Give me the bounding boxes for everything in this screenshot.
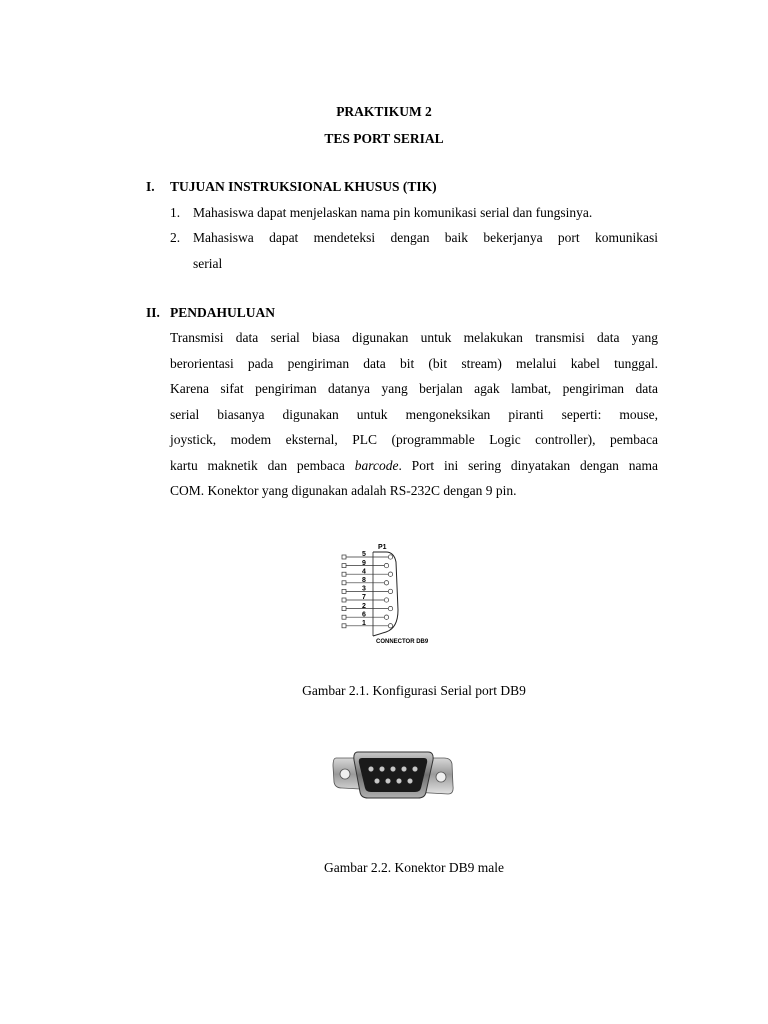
figure-caption: Gambar 2.2. Konektor DB9 male: [324, 860, 504, 875]
pin-contact: [388, 555, 392, 559]
list-item-text: Mahasiswa dapat mendeteksi dengan baik bekerjanya port komunikasi: [193, 230, 658, 245]
section-title: PENDAHULUAN: [170, 305, 276, 320]
pin-contact: [388, 589, 392, 593]
paragraph-line: berorientasi pada pengiriman data bit (bit stream) melalui kabel tunggal.: [170, 355, 658, 371]
pin-number-label: 4: [362, 568, 366, 576]
pin-pad: [342, 607, 346, 611]
paragraph-line: Karena sifat pengiriman datanya yang berjalan agak lambat, pengiriman data: [170, 381, 658, 396]
paragraph-text: . Port ini sering dinyatakan dengan nama: [398, 457, 658, 473]
section-number: II.: [146, 305, 160, 320]
list-item-number: 2.: [170, 230, 181, 245]
pin-contact: [388, 572, 392, 576]
italic-term: barcode: [354, 457, 399, 473]
pin-number-label: 8: [362, 577, 366, 584]
pin-contact: [384, 598, 388, 602]
pin-contact: [388, 606, 392, 610]
pin-number-label: 7: [362, 594, 366, 602]
section-heading-introduction: [146, 305, 275, 321]
pin-pad: [342, 598, 346, 602]
pin-contact: [384, 615, 388, 619]
list-item-continuation: serial: [193, 256, 223, 271]
paragraph-line: [170, 458, 658, 474]
section-title: TUJUAN INSTRUKSIONAL KHUSUS (TIK): [170, 179, 437, 194]
section-heading-objectives: [146, 179, 437, 195]
paragraph-line: joystick, modem eksternal, PLC (programmable Logic controller), pembaca: [170, 432, 658, 447]
pin-number-label: 5: [362, 551, 366, 559]
diagram-label-connector: CONNECTOR DB9: [376, 639, 429, 645]
pin-pad: [342, 572, 346, 576]
list-item-number: 1.: [170, 205, 181, 220]
pin-pad: [342, 589, 346, 593]
section-number: I.: [146, 179, 155, 194]
pin-number-label: 6: [362, 611, 366, 619]
pin-number-label: 3: [362, 585, 366, 593]
paragraph-text: kartu maknetik dan pembaca: [170, 457, 355, 473]
pin-pad: [342, 564, 346, 568]
pin-pad: [342, 581, 346, 585]
list-item-text: Mahasiswa dapat menjelaskan nama pin komunikasi serial dan fungsinya.: [193, 205, 593, 220]
pin-pad: [342, 624, 346, 628]
pin-contact: [388, 624, 392, 628]
paragraph-line: serial biasanya digunakan untuk mengoneksikan piranti seperti: mouse,: [170, 406, 658, 422]
pin-contact: [384, 581, 388, 585]
db9-pin-diagram: [336, 540, 454, 650]
pin-pad: [342, 555, 346, 559]
paragraph-line: Transmisi data serial biasa digunakan untuk melakukan transmisi data yang: [170, 330, 658, 345]
pin-number-label: 1: [362, 620, 366, 627]
figure-caption: Gambar 2.1. Konfigurasi Serial port DB9: [302, 683, 526, 698]
document-title: PRAKTIKUM 2: [336, 104, 432, 119]
pin-pad: [342, 615, 346, 619]
pin-number-label: 9: [362, 559, 366, 567]
paragraph-line: COM. Konektor yang digunakan adalah RS-232C dengan 9 pin.: [170, 483, 517, 498]
db9-male-connector-image: [330, 736, 456, 810]
diagram-label-p1: P1: [378, 544, 387, 551]
pin-number-label: 2: [362, 602, 366, 610]
document-subtitle: TES PORT SERIAL: [324, 131, 444, 146]
pin-contact: [384, 563, 388, 567]
